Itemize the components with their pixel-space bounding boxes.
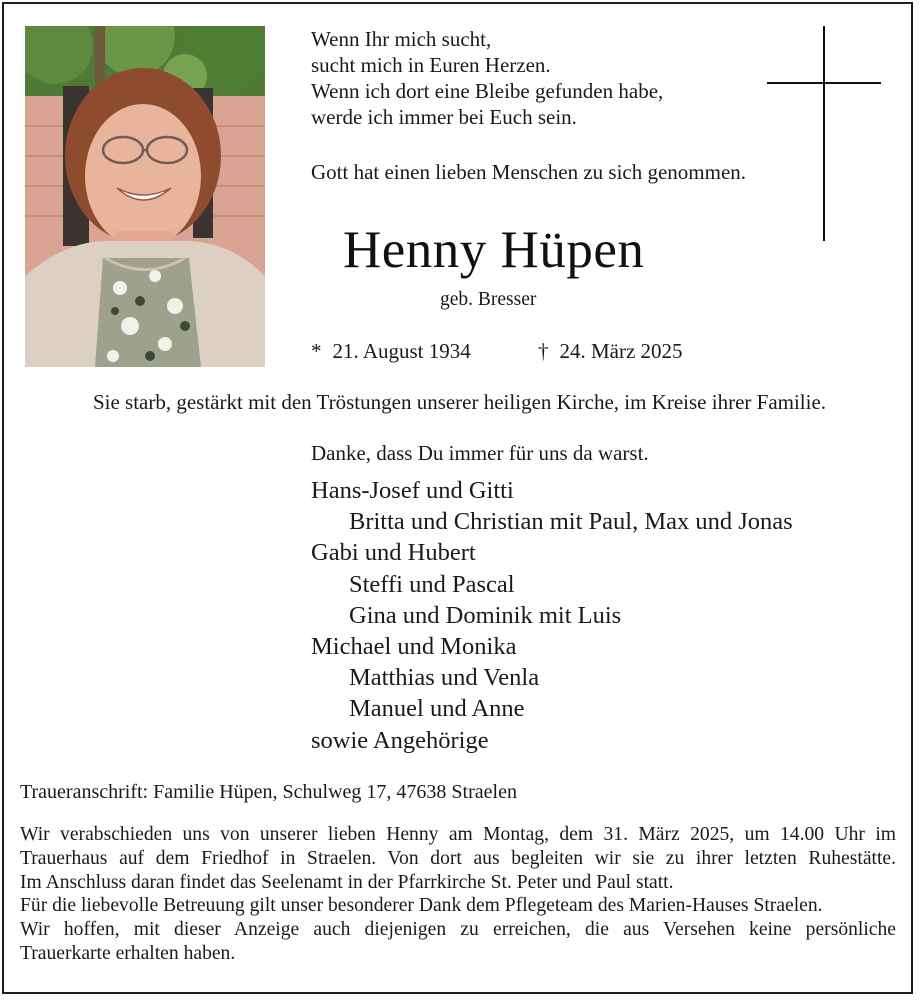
service-line: Trauerhaus auf dem Friedhof in Straelen. Von dort aus begleiten wir sie zu ihrer letzten Ruhestätte. [20,847,896,869]
service-line: Für die liebevolle Betreuung gilt unser besonderer Dank dem Pflegeteam des Marien-Hauses Straelen. [20,895,823,917]
mourning-address: Traueranschrift: Familie Hüpen, Schulweg 17, 47638 Straelen [20,781,517,803]
cross-icon-bar [767,82,881,84]
service-line: Wir verabschieden uns von unserer lieben Henny am Montag, dem 31. März 2025, um 14.00 Uhr im [20,824,896,845]
family-member: Hans-Josef und Gitti [311,477,514,504]
poem-line: werde ich immer bei Euch sein. [311,105,577,129]
family-member: sowie Angehörige [311,726,489,754]
death-note: Sie starb, gestärkt mit den Tröstungen unserer heiligen Kirche, im Kreise ihrer Familie. [92,390,827,414]
portrait-photo [25,26,265,367]
thanks-line: Danke, dass Du immer für uns da warst. [311,441,649,465]
family-member: Steffi und Pascal [349,570,515,598]
service-line: Im Anschluss daran findet das Seelenamt in der Pfarrkirche St. Peter und Paul statt. [20,871,674,893]
family-member: Gabi und Hubert [311,539,476,567]
death-date-line [538,339,683,364]
poem-line: Wenn Ihr mich sucht, [311,27,492,51]
birth-date: 21. August 1934 [332,339,471,363]
family-member: Michael und Monika [311,633,517,661]
death-date: 24. März 2025 [559,339,683,363]
service-details [20,823,896,966]
family-member: Manuel und Anne [349,695,525,723]
family-member: Britta und Christian mit Paul, Max und Jonas [349,508,793,536]
death-cross-icon: † [538,339,549,363]
family-member: Gina und Dominik mit Luis [349,601,622,629]
poem-closing: Gott hat einen lieben Menschen zu sich genommen. [311,160,747,184]
poem [311,26,663,130]
cross-icon [823,26,825,241]
service-line: Trauerkarte erhalten haben. [20,942,236,964]
birth-star-icon: * [311,339,322,363]
birth-date-line [311,339,471,364]
family-member: Matthias und Venla [349,664,540,692]
poem-line: sucht mich in Euren Herzen. [311,53,551,77]
family-list [311,475,793,756]
poem-line: Wenn ich dort eine Bleibe gefunden habe, [311,79,664,103]
birth-name: geb. Bresser [440,289,537,310]
deceased-name: Henny Hüpen [343,221,645,279]
service-line: Wir hoffen, mit dieser Anzeige auch diejenigen zu erreichen, die aus Versehen keine persönliche [20,919,896,941]
